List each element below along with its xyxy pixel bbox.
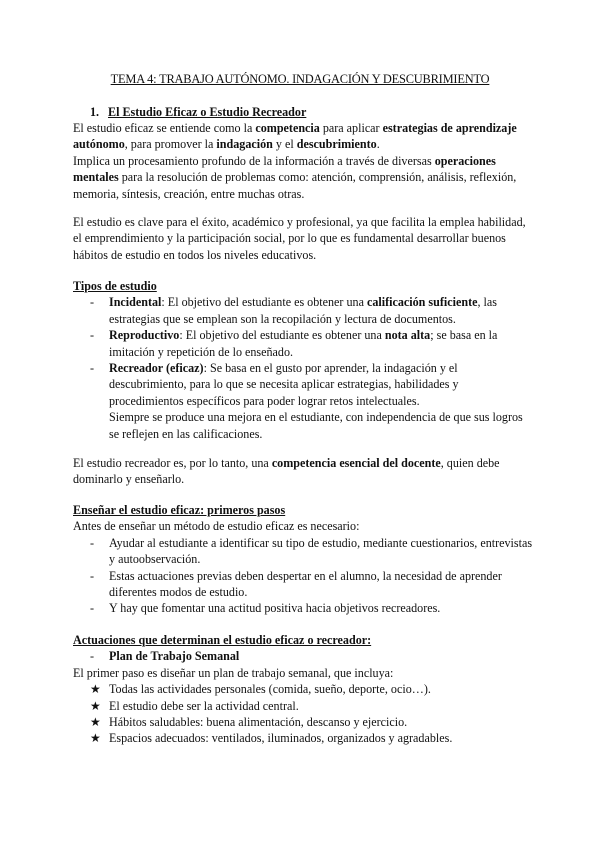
list-item: - Ayudar al estudiante a identificar su tipo de estudio, mediante cuestionarios, entrevistas y autoobservación. (73, 535, 533, 568)
paragraph-importance-block (73, 214, 533, 263)
star-icon: ★ (90, 715, 101, 730)
actuaciones-heading: Actuaciones que determinan el estudio eficaz o recreador: (73, 633, 372, 647)
plan-list (73, 648, 533, 664)
ensenar-intro: Antes de enseñar un método de estudio eficaz es necesario: (73, 519, 360, 534)
list-item: ★ Hábitos saludables: buena alimentación, descanso y ejercicio. (90, 715, 408, 730)
tipos-block (73, 278, 533, 442)
page-title: TEMA 4: TRABAJO AUTÓNOMO. INDAGACIÓN Y DESCUBRIMIENTO (110, 72, 490, 86)
list-item: ★ El estudio debe ser la actividad central. (90, 698, 299, 713)
ensenar-list (73, 535, 533, 617)
plan-items-list (73, 681, 533, 747)
star-icon: ★ (90, 731, 101, 746)
tipos-heading: Tipos de estudio (73, 279, 157, 293)
list-item: - Recreador (eficaz): Se basa en el gusto por aprender, la indagación y el descubrimiento, para lo que se necesita aplicar estrategias, habilidades y procedimientos específicos para poder lograr retos intelectuales. Siempre se produce una mejora en el estudiante, con independencia de que sus logros se reflejen en las calificaciones. (73, 360, 533, 442)
paragraph-importance: El estudio es clave para el éxito, académico y profesional, ya que facilita la emplea habilidad, el emprendimiento y la participación social, por lo que es fundamental desarrollar buenos hábitos de estudio en todos los niveles educativos. (73, 215, 526, 262)
paragraph-recreador: El estudio recreador es, por lo tanto, una competencia esencial del docente, quien debe dominarlo y enseñarlo. (73, 456, 500, 487)
star-icon: ★ (90, 698, 101, 713)
paragraph-definition: El estudio eficaz se entiende como la competencia para aplicar estrategias de aprendizaje autónomo, para promover la indagación y el descubrimiento. (73, 121, 517, 152)
list-item: - Incidental: El objetivo del estudiante es obtener una calificación suficiente, las estrategias que se emplean son la recopilación y lectura de documentos. (73, 294, 533, 327)
intro-block (73, 120, 533, 202)
section-heading (90, 104, 306, 120)
plan-intro: El primer paso es diseñar un plan de trabajo semanal, que incluya: (73, 665, 394, 680)
list-item: - Estas actuaciones previas deben despertar en el alumno, la necesidad de aprender diferentes modos de estudio. (73, 568, 533, 601)
list-item: - Reproductivo: El objetivo del estudiante es obtener una nota alta; se basa en la imitación y repetición de lo enseñado. (73, 327, 533, 360)
section-number: 1. (90, 105, 100, 119)
tipos-list (73, 294, 533, 442)
paragraph-recreador-block (73, 455, 533, 488)
ensenar-heading: Enseñar el estudio eficaz: primeros pasos (73, 503, 286, 517)
list-item: ★ Espacios adecuados: ventilados, iluminados, organizados y agradables. (90, 731, 453, 746)
paragraph-operations: Implica un procesamiento profundo de la información a través de diversas operaciones mentales para la resolución de problemas como: atención, comprensión, análisis, reflexión, memoria, síntesis, creación, entre muchas otras. (73, 153, 517, 201)
list-item: ★ Todas las actividades personales (comida, sueño, deporte, ocio…). (90, 682, 431, 697)
list-item: - Y hay que fomentar una actitud positiva hacia objetivos recreadores. (73, 600, 533, 616)
ensenar-block (73, 502, 533, 617)
actuaciones-block (73, 632, 533, 747)
star-icon: ★ (90, 682, 101, 697)
plan-title: - Plan de Trabajo Semanal (73, 648, 533, 664)
section-title: El Estudio Eficaz o Estudio Recreador (108, 105, 307, 119)
